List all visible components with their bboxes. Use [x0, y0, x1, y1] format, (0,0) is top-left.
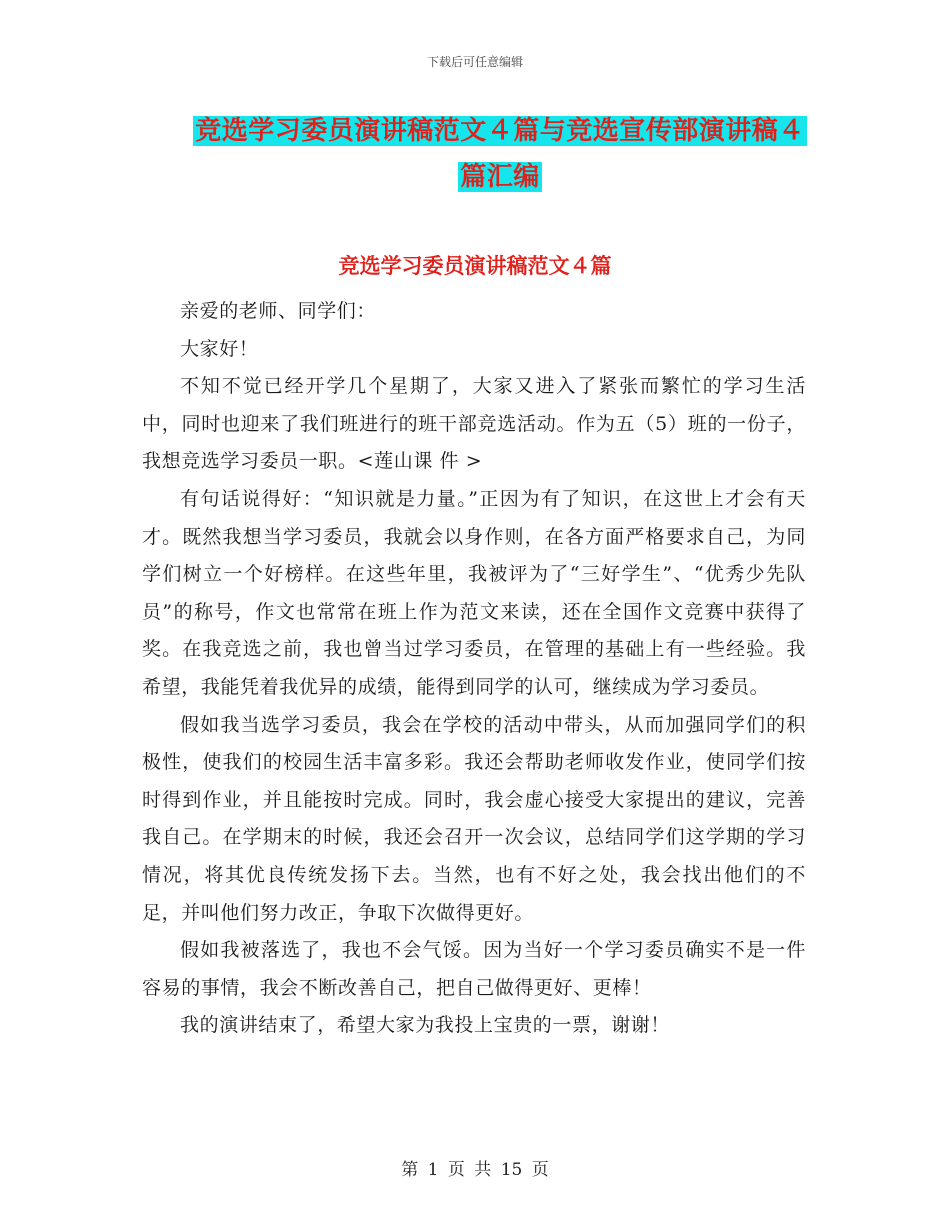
body-text: [142, 293, 806, 1045]
document-title: [130, 108, 870, 200]
paragraph: 假如我被落选了，我也不会气馁。因为当好一个学习委员确实不是一件容易的事情，我会不断改善自己，把自己做得更好、更棒！: [142, 939, 806, 999]
paragraph-closing: 我的演讲结束了，希望大家为我投上宝贵的一票，谢谢！: [180, 1014, 671, 1037]
page-footer: 第 1 页 共 15 页: [401, 1160, 549, 1180]
paragraph-greeting: 大家好！: [180, 337, 259, 360]
paragraph-salutation: 亲爱的老师、同学们：: [180, 300, 377, 322]
document-title-line-2: 篇汇编: [460, 162, 540, 192]
paragraph: 不知不觉已经开学几个星期了，大家又进入了紧张而繁忙的学习生活中，同时也迎来了我们班进行的班干部竞选活动。作为五（5）班的一份子，我想竞选学习委员一职。<莲山课 件 >: [142, 375, 806, 473]
paragraph: 有句话说得好：“知识就是力量。”正因为有了知识，在这世上才会有天才。既然我想当学习委员，我就会以身作则，在各方面严格要求自己，为同学们树立一个好榜样。在这些年里，我被评为了“三好学生”、“优秀少先队员”的称号，作文也常常在班上作为范文来读，还在全国作文竞赛中获得了奖。在我竞选之前，我也曾当过学习委员，在管理的基础上有一些经验。我希望，我能凭着我优异的成绩，能得到同学的认可，继续成为学习委员。: [142, 487, 806, 698]
document-title-line-1: 竞选学习委员演讲稿范文４篇与竞选宣传部演讲稿４: [195, 116, 805, 146]
section-heading: 竞选学习委员演讲稿范文４篇: [338, 253, 612, 278]
paragraph: 假如我当选学习委员，我会在学校的活动中带头，从而加强同学们的积极性，使我们的校园生活丰富多彩。我还会帮助老师收发作业，使同学们按时得到作业，并且能按时完成。同时，我会虚心接受大家提出的建议，完善我自己。在学期末的时候，我还会召开一次会议，总结同学们这学期的学习情况，将其优良传统发扬下去。当然，也有不好之处，我会找出他们的不足，并叫他们努力改正，争取下次做得更好。: [142, 713, 806, 924]
header-note: 下载后可任意编辑: [426, 55, 523, 69]
